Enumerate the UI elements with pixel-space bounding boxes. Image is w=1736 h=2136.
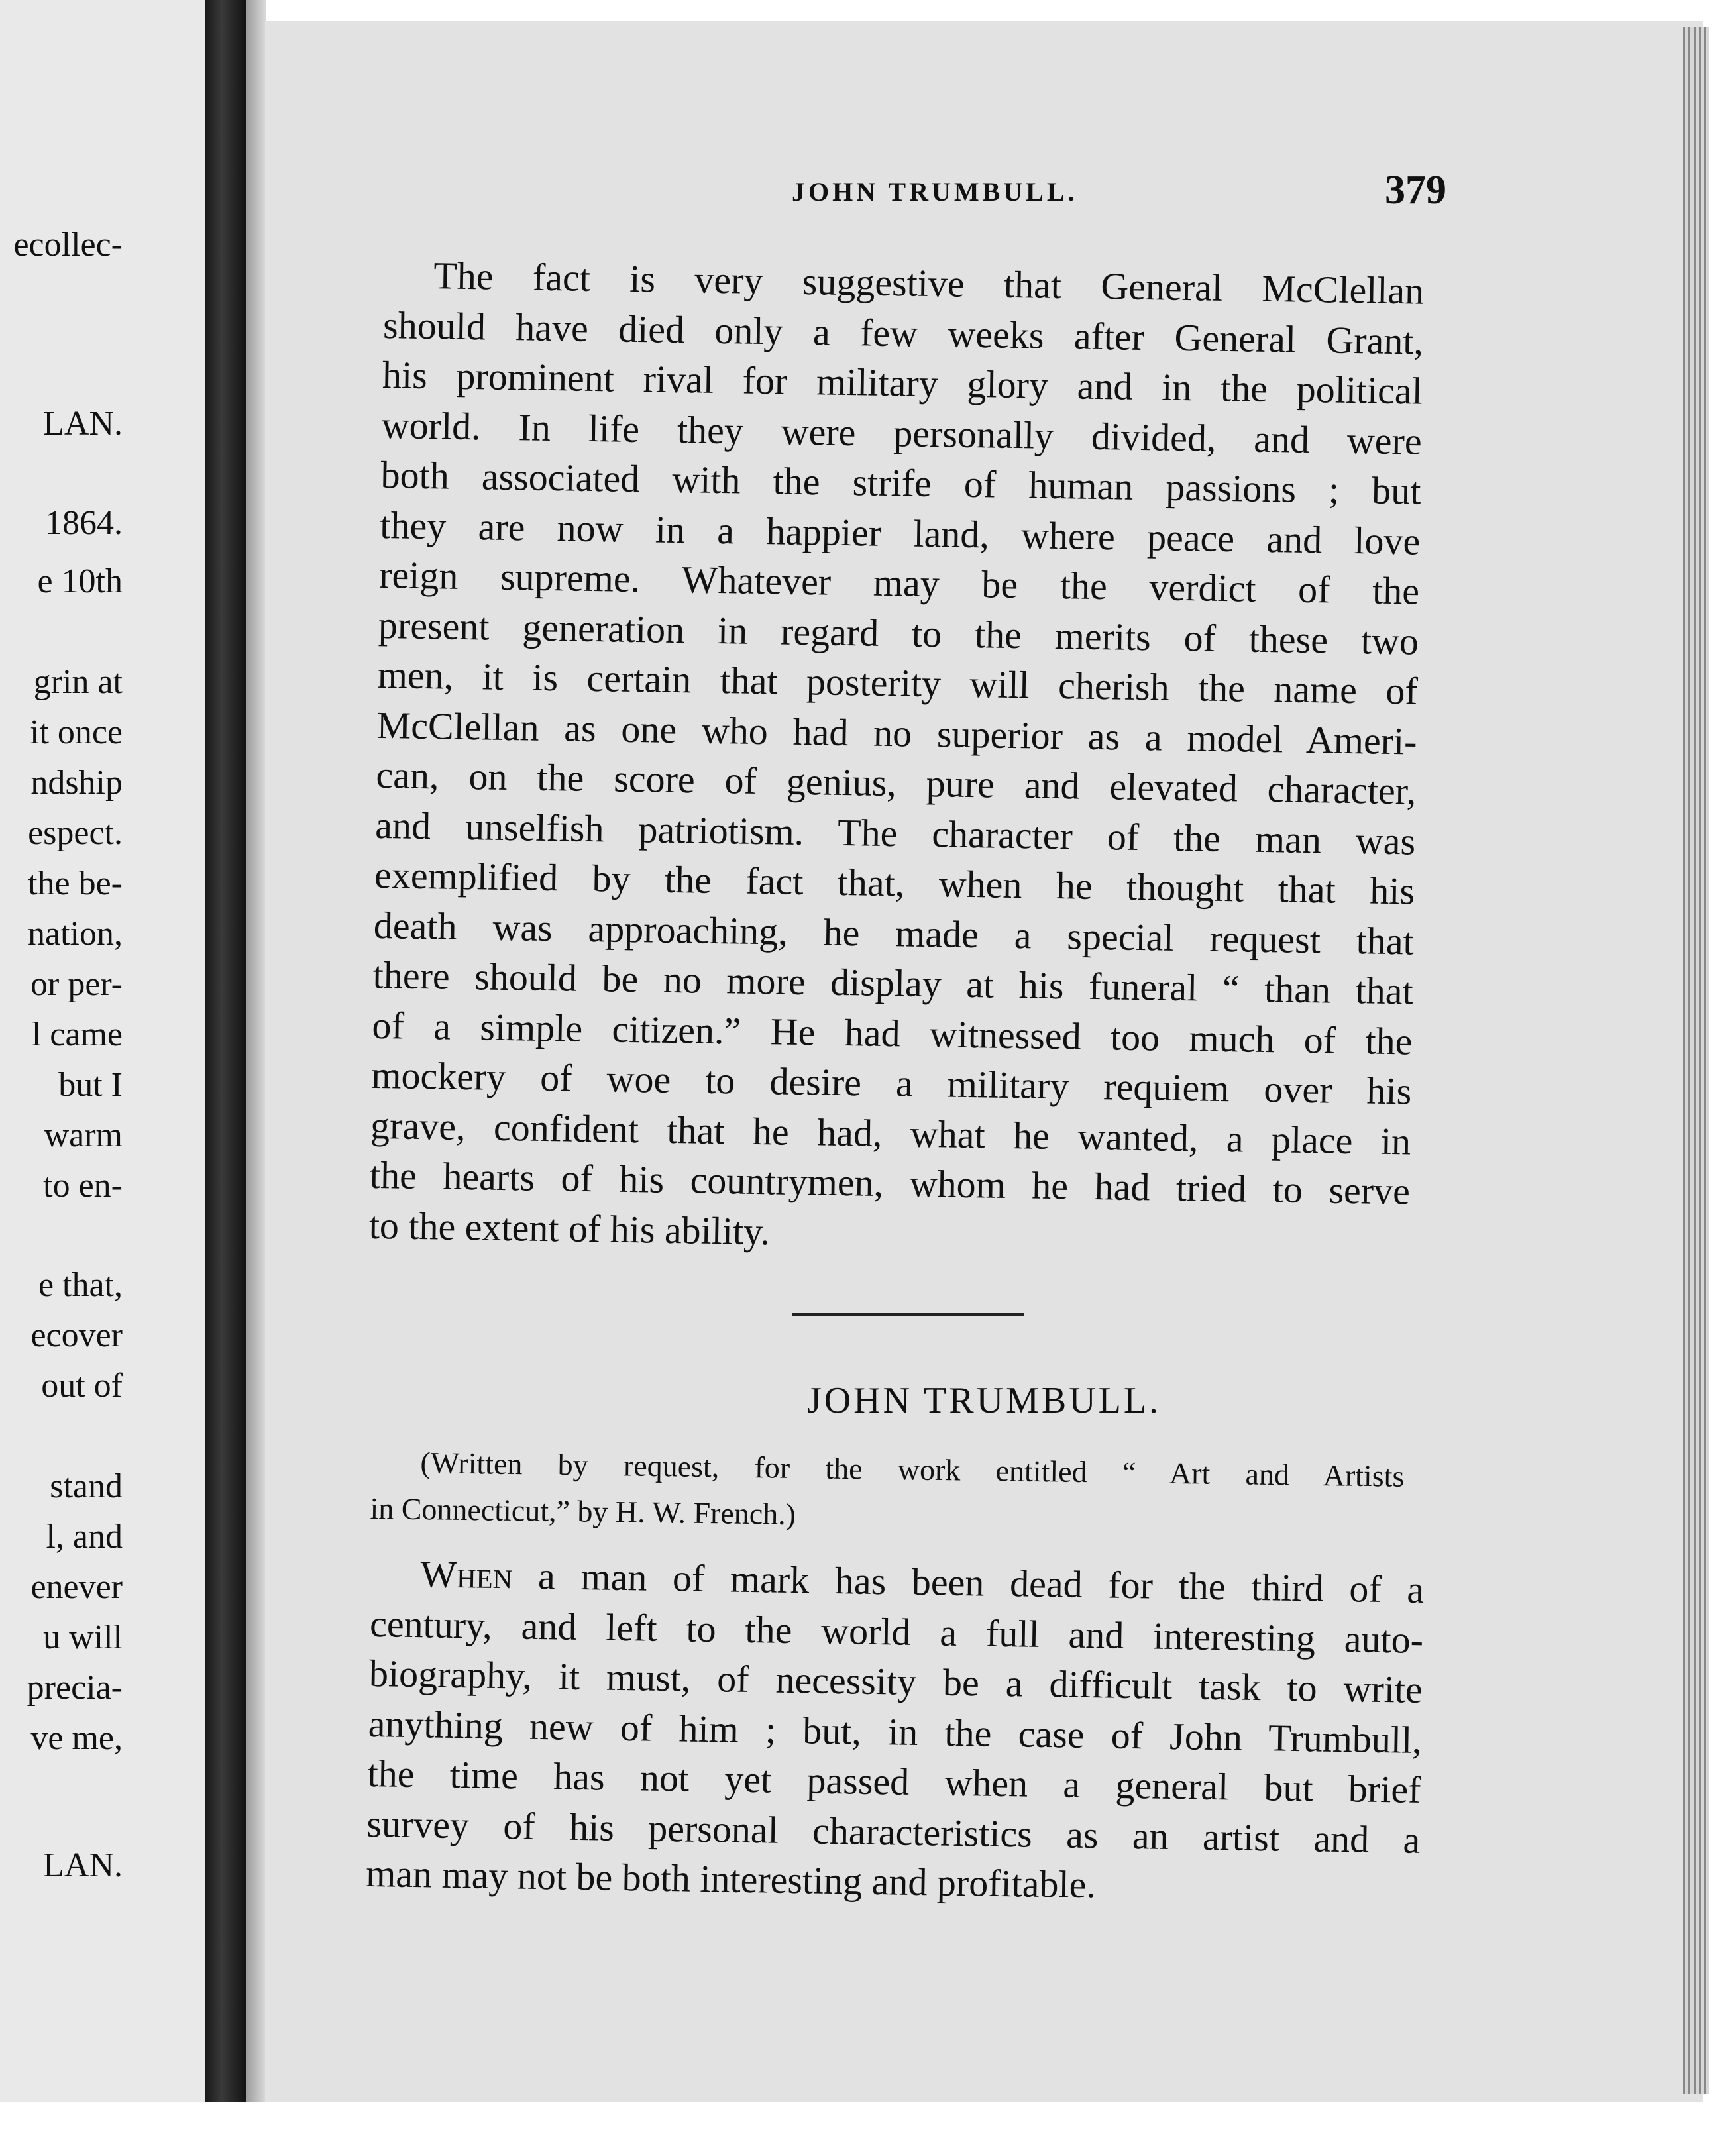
fragment-line: or per- [30,965,123,1003]
fragment-line: the be- [28,865,123,902]
text-line: world. In life they were personally divided, and were [381,403,1423,463]
fragment-line: LAN. [43,405,123,443]
text-line: the time has not yet passed when a general but brief [367,1751,1421,1811]
text-line: survey of his personal characteristics as an artist and a [366,1801,1421,1862]
body-paragraph [368,250,1425,1266]
gutter-shadow [246,0,266,2136]
text-line: biography, it must, of necessity be a difficult task to write [368,1651,1423,1711]
text-line: can, on the score of genius, pure and elevated character, [376,753,1417,813]
text-line: of a simple citizen.” He had witnessed too much of the [372,1003,1413,1063]
text-line: should have died only a few weeks after General Grant, [382,303,1424,363]
page [265,21,1703,2102]
text-line: and unselfish patriotism. The character of the man was [374,803,1416,863]
running-title: JOHN TRUMBULL. [792,177,1078,207]
text-line: there should be no more display at his funeral “ than that [372,953,1414,1013]
text-line: The fact is very suggestive that General McClellan [433,254,1425,313]
fragment-line: but I [58,1066,123,1104]
fragment-line: enever [30,1568,123,1606]
fragment-line: to en- [43,1167,123,1204]
text-line: both associated with the strife of human passions ; but [380,453,1421,513]
fragment-line: grin at [33,663,123,701]
text-line: the hearts of his countrymen, whom he had tried to serve [369,1153,1411,1213]
editorial-note [370,1439,1405,1546]
fragment-line: espect. [28,814,123,852]
text-line: present generation in regard to the merits of these two [378,603,1419,663]
facing-page-fragment [0,0,215,2136]
page-number: 379 [1385,168,1446,213]
fragment-line: warm [44,1116,123,1154]
fragment-line: ve me, [30,1719,123,1757]
bottom-margin [0,2102,1736,2136]
fragment-line: e 10th [37,562,123,600]
fragment-line: ndship [30,764,123,802]
page-edges [1683,27,1709,2094]
drop-word: When [419,1552,513,1597]
text-line: century, and left to the world a full and interesting auto- [369,1601,1424,1662]
section-paragraph [366,1548,1425,1915]
text-line: men, it is certain that posterity will cherish the name of [377,653,1419,713]
text-line: reign supreme. Whatever may be the verdict of the [378,553,1420,613]
fragment-line: u will [43,1619,123,1656]
fragment-line: LAN. [43,1846,123,1884]
text-line: mockery of woe to desire a military requiem over his [370,1053,1412,1113]
fragment-line: l came [31,1016,123,1053]
fragment-line: stand [50,1468,123,1505]
text-line: his prominent rival for military glory and in the political [382,352,1423,413]
book-gutter [205,0,246,2136]
section-title: JOHN TRUMBULL. [806,1380,1162,1421]
text-line: death was approaching, he made a special request that [373,903,1415,963]
note-line: (Written by request, for the work entitled “ Art and Artists [420,1446,1405,1493]
fragment-line: precia- [27,1669,123,1707]
fragment-line: ecollec- [13,226,123,264]
text-line: McClellan as one who had no superior as a model Ameri- [376,703,1418,763]
running-head [265,167,1703,213]
fragment-line: 1864. [45,504,123,542]
note-line: in Connecticut,” by H. W. French.) [370,1491,796,1531]
text-line-rest: a man of mark has been dead for the third of a [512,1554,1425,1611]
fragment-line: out of [41,1367,123,1405]
text-line: to the extent of his ability. [368,1203,771,1253]
text-line: exemplified by the fact that, when he thought that his [374,853,1415,913]
fragment-line: nation, [28,915,123,953]
fragment-line: ecover [30,1316,123,1354]
text-line: they are now in a happier land, where peace and love [379,503,1421,563]
text-line: grave, confident that he had, what he wanted, a place in [370,1103,1411,1163]
text-line: man may not be both interesting and profitable. [365,1851,1097,1907]
fragment-line: it once [29,714,123,751]
section-divider-rule [792,1313,1024,1316]
text-line: anything new of him ; but, in the case of John Trumbull, [368,1701,1423,1762]
fragment-line: l, and [46,1518,123,1556]
fragment-line: e that, [38,1266,123,1304]
